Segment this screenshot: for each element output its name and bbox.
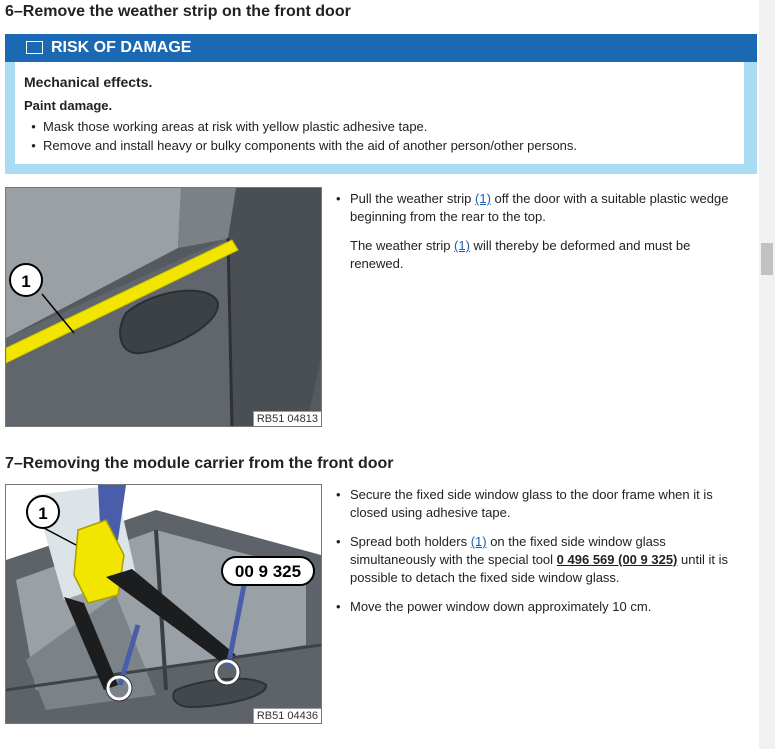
figure-code: RB51 04436 xyxy=(253,708,321,723)
step-pull-weather-strip: • Pull the weather strip (1) off the door with a suitable plastic wedge beginning from the rear to the top. xyxy=(336,190,746,226)
reference-link[interactable]: (1) xyxy=(475,191,491,206)
door-frame-illustration xyxy=(6,485,321,723)
section-7-heading: 7–Removing the module carrier from the front door xyxy=(5,455,394,472)
warning-line-1: Mechanical effects. xyxy=(24,74,153,90)
warning-title: RISK OF DAMAGE xyxy=(51,39,192,56)
warning-body xyxy=(15,62,744,164)
warning-box xyxy=(5,34,757,174)
section-6-text xyxy=(336,190,746,273)
step-move-window: • Move the power window down approximately 10 cm. xyxy=(336,598,746,616)
section-7-text xyxy=(336,486,746,616)
step-secure-glass: • Secure the fixed side window glass to the door frame when it is closed using adhesive tape. xyxy=(336,486,746,522)
warning-header xyxy=(5,34,757,62)
warning-list xyxy=(24,117,577,155)
section-6-heading: 6–Remove the weather strip on the front door xyxy=(5,3,351,20)
special-tool-link[interactable]: 0 496 569 (00 9 325) xyxy=(556,552,678,567)
warning-line-2: Paint damage. xyxy=(24,98,113,113)
door-illustration xyxy=(6,188,321,426)
figure-callout: 1 xyxy=(21,272,31,291)
scrollbar[interactable] xyxy=(759,0,775,749)
figure-module-carrier xyxy=(5,484,322,724)
step-spread-holders: • Spread both holders (1) on the fixed side window glass simultaneously with the special tool 0 496 569 (00 9 325) until it is possible to detach the fixed side window glass. xyxy=(336,533,746,587)
scrollbar-thumb[interactable] xyxy=(761,243,773,275)
reference-link[interactable]: (1) xyxy=(454,238,470,253)
figure-code: RB51 04813 xyxy=(253,411,321,426)
warning-bullet: • Remove and install heavy or bulky components with the aid of another person/other persons. xyxy=(24,136,577,155)
reference-link[interactable]: (1) xyxy=(470,534,487,549)
note-deformed: The weather strip (1) will thereby be deformed and must be renewed. xyxy=(350,238,691,271)
figure-callout: 1 xyxy=(38,504,48,523)
figure-weather-strip xyxy=(5,187,322,427)
tool-label: 00 9 325 xyxy=(234,562,302,581)
hand-pointer-icon xyxy=(26,41,43,54)
warning-bullet: • Mask those working areas at risk with yellow plastic adhesive tape. xyxy=(24,117,577,136)
